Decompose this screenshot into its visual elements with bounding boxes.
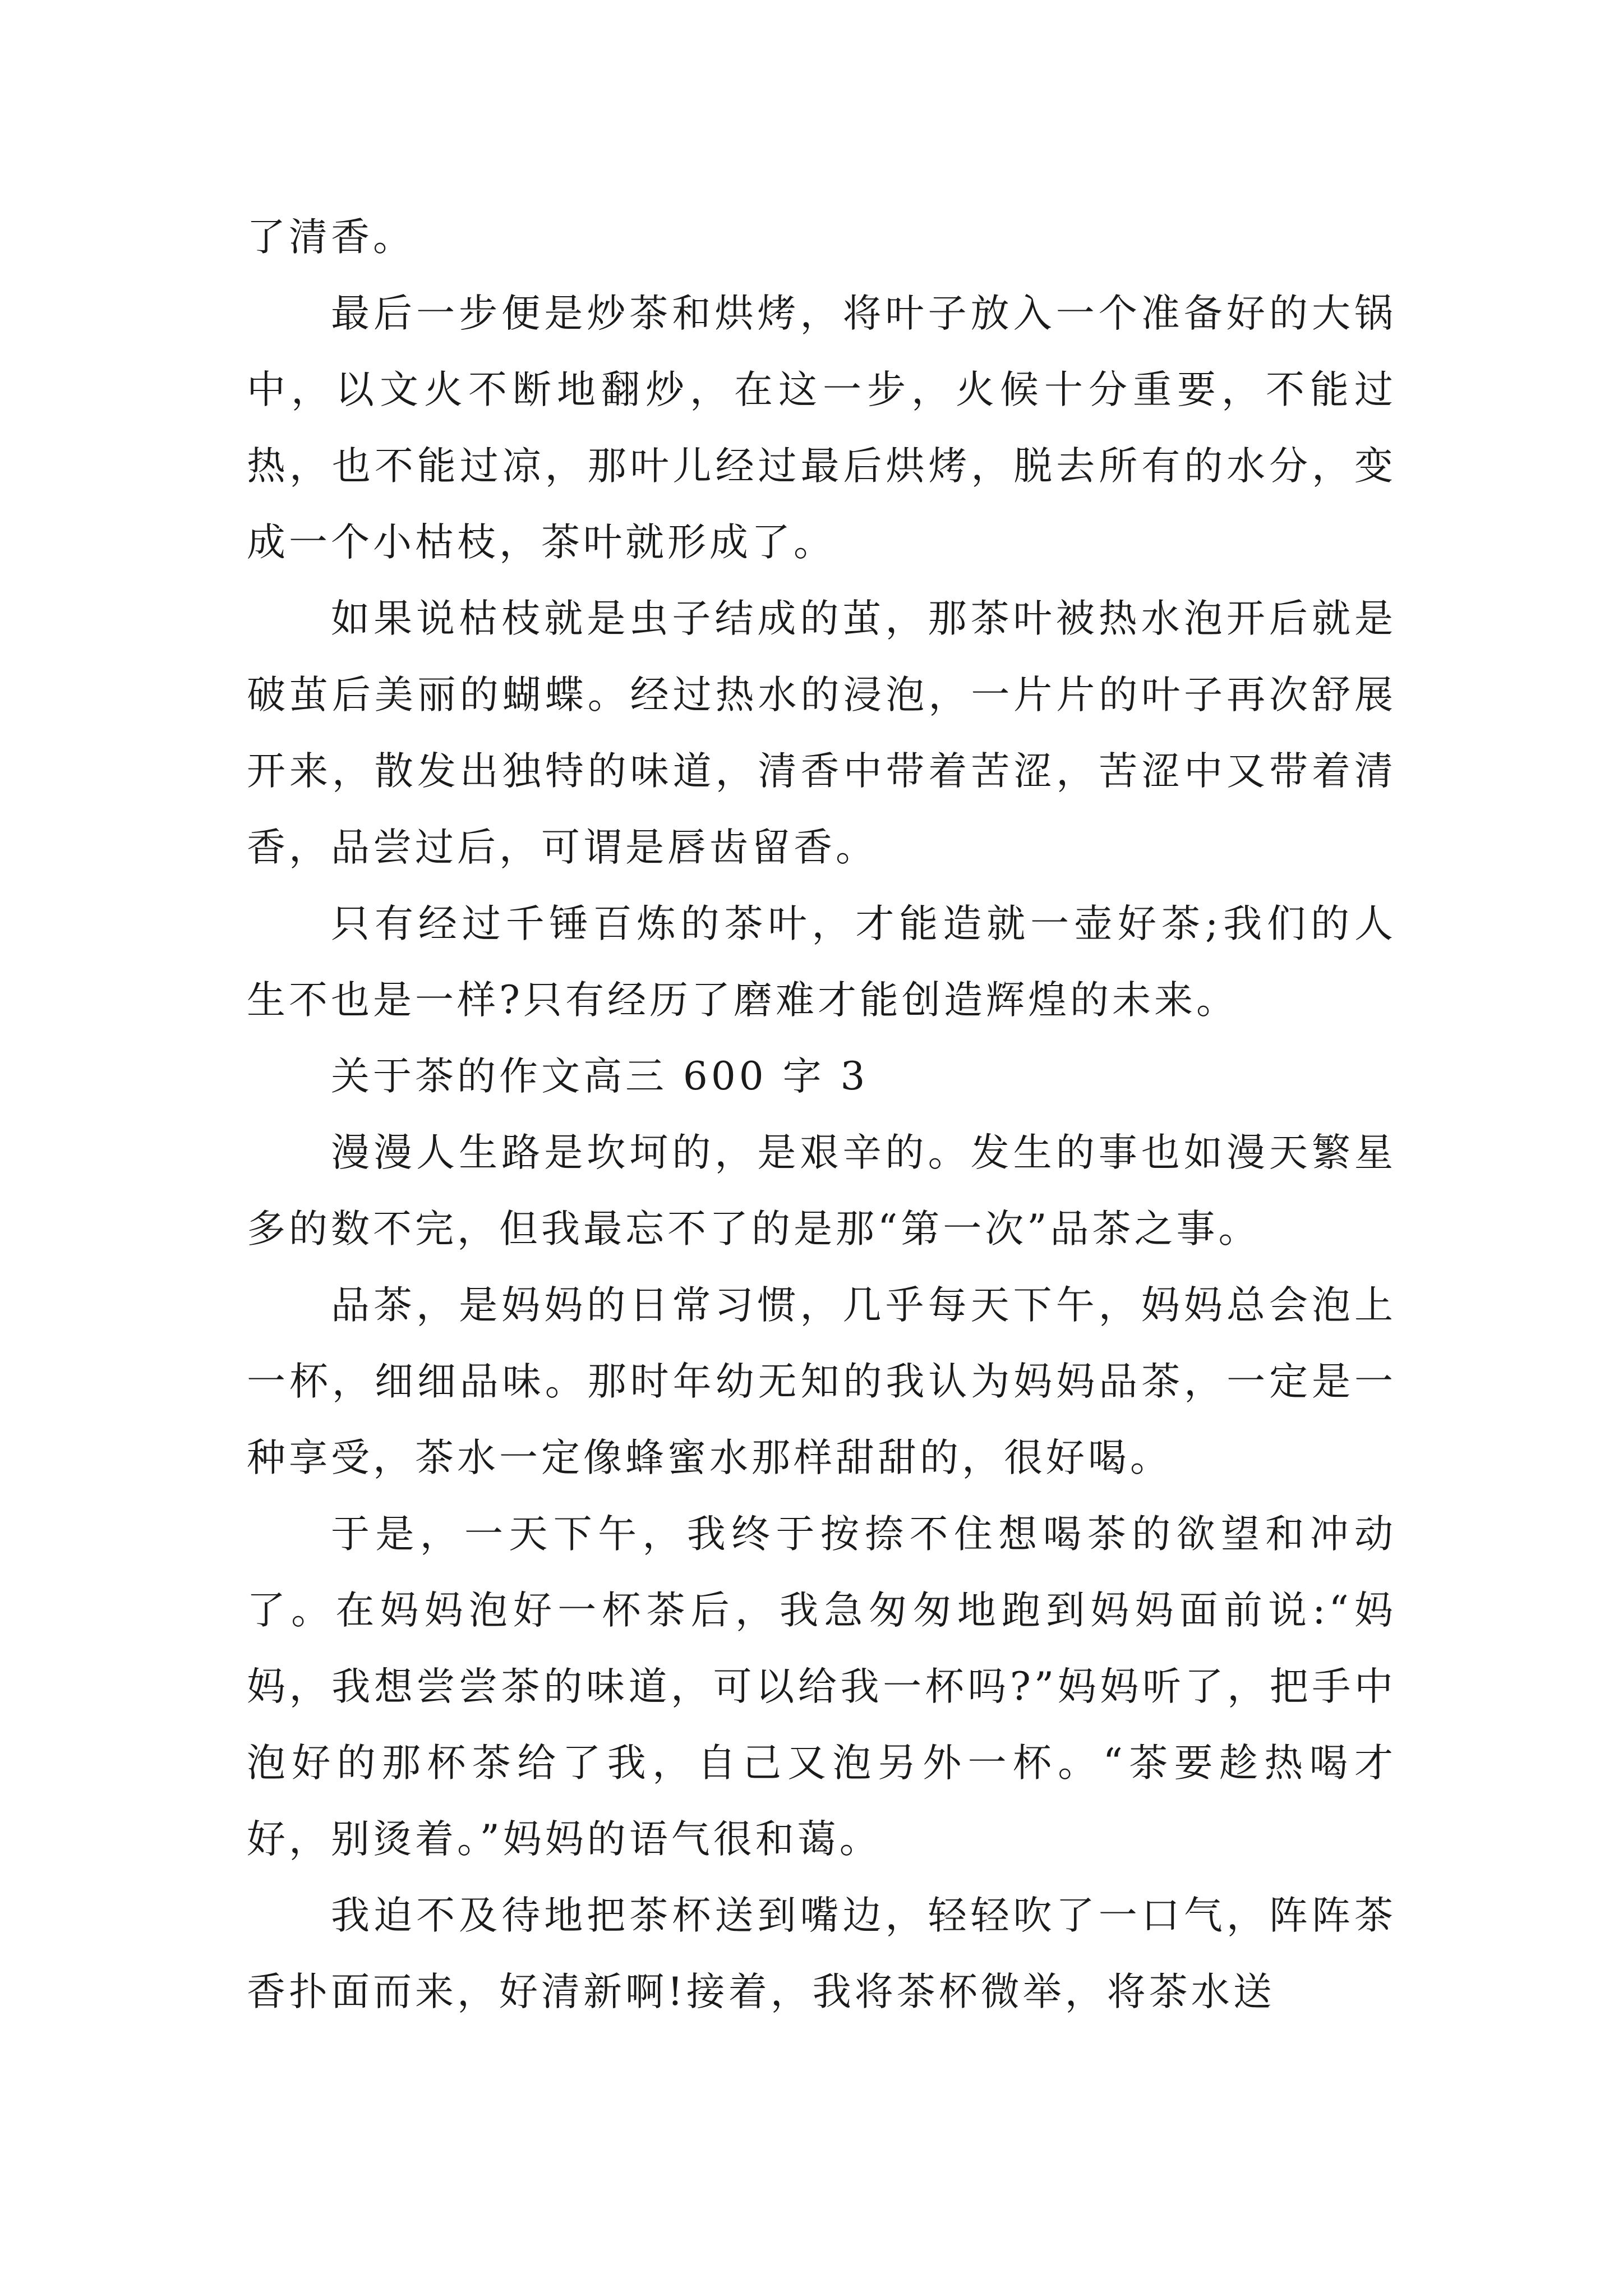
- paragraph-conclusion: 只有经过千锤百炼的茶叶，才能造就一壶好茶;我们的人生不也是一样?只有经历了磨难才能创造辉煌的未来。: [247, 901, 1396, 1023]
- paragraph-life-road: 漫漫人生路是坎坷的，是艰辛的。发生的事也如漫天繁星多的数不完，但我最忘不了的是那“第一次”品茶之事。: [247, 1130, 1396, 1251]
- paragraph-mom-habit: 品茶，是妈妈的日常习惯，几乎每天下午，妈妈总会泡上一杯，细细品味。那时年幼无知的我认为妈妈品茶，一定是一种享受，茶水一定像蜂蜜水那样甜甜的，很好喝。: [247, 1283, 1396, 1480]
- paragraph-asking-tea: 于是，一天下午，我终于按捺不住想喝茶的欲望和冲动了。在妈妈泡好一杯茶后，我急匆匆地跑到妈妈面前说:“妈妈，我想尝尝茶的味道，可以给我一杯吗?”妈妈听了，把手中泡好的那杯茶给了我，自己又泡另外一杯。“茶要趁热喝才好，别烫着。”妈妈的语气很和蔼。: [247, 1512, 1396, 1862]
- document-body: [247, 199, 1396, 2030]
- paragraph-first-sip: 我迫不及待地把茶杯送到嘴边，轻轻吹了一口气，阵阵茶香扑面而来，好清新啊!接着，我将茶杯微举，将茶水送: [247, 1893, 1396, 2014]
- paragraph-cocoon-butterfly: 如果说枯枝就是虫子结成的茧，那茶叶被热水泡开后就是破茧后美丽的蝴蝶。经过热水的浸泡，一片片的叶子再次舒展开来，散发出独特的味道，清香中带着苦涩，苦涩中又带着清香，品尝过后，可谓是唇齿留香。: [247, 596, 1396, 870]
- paragraph-stir-fry-baking: 最后一步便是炒茶和烘烤，将叶子放入一个准备好的大锅中，以文火不断地翻炒，在这一步，火候十分重要，不能过热，也不能过凉，那叶儿经过最后烘烤，脱去所有的水分，变成一个小枯枝，茶叶就形成了。: [247, 291, 1396, 565]
- paragraph-continuation: 了清香。: [247, 215, 415, 260]
- essay-heading: 关于茶的作文高三 600 字 3: [331, 1054, 869, 1099]
